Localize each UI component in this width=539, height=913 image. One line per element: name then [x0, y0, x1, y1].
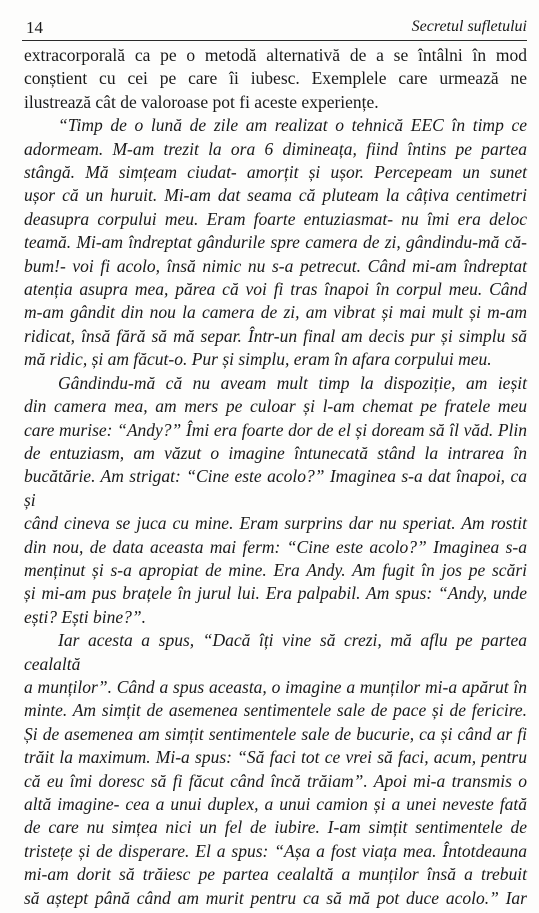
text-line: adormeam. M-am trezit la ora 6 dimineața, fiind întins pe partea: [24, 138, 527, 159]
paragraph: [24, 629, 527, 910]
paragraph: [24, 44, 527, 114]
text-line: să aștept până când am murit pentru ca să mă pot duce acolo.” Iar: [24, 887, 527, 908]
text-line: de entuziasm, am văzut o imagine întunecată stând la intrarea în: [24, 442, 527, 463]
paragraph: [24, 372, 527, 629]
text-line: deasupra corpului meu. Eram foarte entuziasmat- nu îmi era deloc: [24, 208, 527, 229]
paragraph: [24, 114, 527, 371]
text-line: ești? Ești bine?”.: [24, 606, 147, 627]
text-line: Gândindu-mă că nu aveam mult timp la dispoziție, am ieșit: [58, 372, 527, 393]
text-line: m-am gândit din nou la camera de zi, am vibrat și mai mult și m-am: [24, 302, 527, 323]
text-line: altă imagine- cea a unui duplex, a unui camion și a unei neveste fată: [24, 794, 527, 814]
text-line: extracorporală ca pe o metodă alternativă de a se întâlni în mod: [24, 45, 527, 65]
text-line: stângă. Mă simțeam ciudat- amorțit și ușor. Percepeam un sunet: [24, 162, 527, 183]
text-line: bum!- voi fi acolo, însă nimic nu s-a petrecut. Când mi-am îndreptat: [24, 255, 527, 276]
text-line: că eu îmi doresc să fi făcut când încă trăiam”. Apoi mi-a transmis o: [24, 770, 527, 791]
running-title: Secretul sufletului: [411, 18, 527, 35]
text-line: ilustrează cât de valoroase pot fi aceste experiențe.: [24, 91, 379, 112]
body-text: [24, 44, 527, 910]
text-line: tristețe și de disperare. El a spus: “Așa a fost viața mea. Întotdeauna: [24, 840, 527, 861]
text-line: din camera mea, am mers pe culoar și l-am chemat pe fratele meu: [24, 396, 527, 417]
text-line: bucătărie. Am strigat: “Cine este acolo?” Imaginea s-a dat înapoi, ca și: [24, 466, 527, 510]
text-line: din nou, de data aceasta mai ferm: “Cine este acolo?” Imaginea s-a: [24, 536, 527, 557]
text-line: mă ridic, și am făcut-o. Pur și simplu, eram în afara corpului meu.: [24, 349, 492, 370]
text-line: atenția asupra mea, părea că voi fi tras înapoi în corpul meu. Când: [24, 279, 527, 300]
text-line: conștient cu cei pe care îi iubesc. Exemplele care urmează ne: [24, 68, 527, 89]
text-line: Și de asemenea am simțit sentimentele sale de bucurie, ca și când ar fi: [24, 723, 527, 744]
text-line: de care nu simțea nici un fel de iubire. I-am simțit sentimentele de: [24, 817, 527, 838]
text-line: când cineva se juca cu mine. Eram surprins dar nu speriat. Am rostit: [24, 513, 527, 534]
text-line: care murise: “Andy?” Îmi era foarte dor de el și doream să îl văd. Plin: [24, 419, 527, 440]
text-line: menținut și s-a apropiat de mine. Era Andy. Am fugit în jos pe scări: [24, 559, 527, 580]
text-line: trăit la maximum. Mi-a spus: “Să faci tot ce vrei să faci, acum, pentru: [24, 747, 527, 768]
text-line: “Timp de o lună de zile am realizat o tehnică EEC în timp ce: [58, 115, 527, 136]
text-line: ridicat, însă fără să mă separ. Într-un final am decis pur și simplu să: [24, 325, 527, 346]
text-line: și mi-am pus brațele în jurul lui. Era palpabil. Am spus: “Andy, unde: [24, 583, 527, 604]
page-header: [22, 16, 527, 41]
text-line: Iar acesta a spus, “Dacă îți vine să crezi, mă aflu pe partea cealaltă: [24, 630, 527, 674]
text-line: teamă. Mi-am îndreptat gândurile spre camera de zi, gândindu-mă că-: [24, 232, 527, 253]
text-line: minte. Am simțit de asemenea sentimentele sale de pace și de fericire.: [24, 700, 527, 721]
page-number: 14: [26, 18, 43, 37]
text-line: ușor că un huruit. Mi-am dat seama că pluteam la câțiva centimetri: [24, 185, 527, 206]
text-line: mi-am dorit să trăiesc pe partea cealaltă a munților însă a trebuit: [24, 864, 527, 885]
text-line: a munților”. Când a spus aceasta, o imagine a munților mi-a apărut în: [24, 676, 527, 697]
